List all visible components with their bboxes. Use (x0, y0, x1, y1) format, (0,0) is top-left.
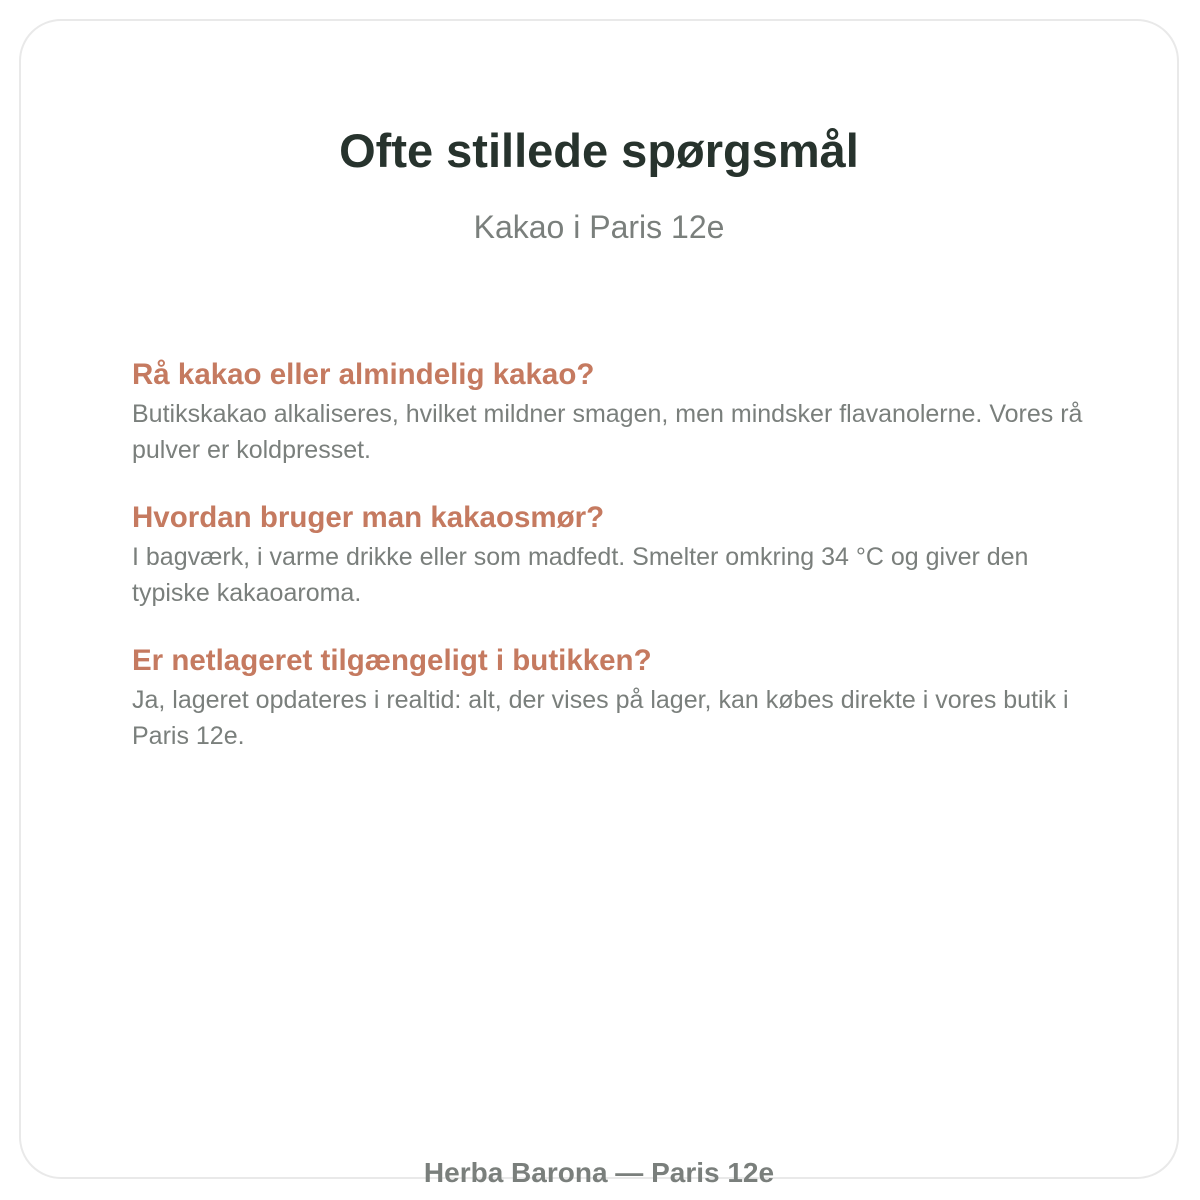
faq-item-raw-cocoa (132, 355, 1092, 468)
footer-brand: Herba Barona — Paris 12e (423, 1157, 775, 1188)
faq-answer: I bagværk, i varme drikke eller som madfedt. Smelter omkring 34 °C og giver den typiske kakaoaroma. (132, 543, 1029, 607)
faq-item-online-stock (132, 641, 1092, 754)
faq-answer: Ja, lageret opdateres i realtid: alt, der vises på lager, kan købes direkte i vores butik i Paris 12e. (132, 686, 1069, 750)
page-subtitle: Kakao i Paris 12e (473, 209, 725, 245)
faq-item-cocoa-butter (132, 498, 1092, 611)
page-title: Ofte stillede spørgsmål (339, 124, 859, 177)
faq-question: Hvordan bruger man kakaosmør? (132, 501, 605, 534)
faq-question: Er netlageret tilgængeligt i butikken? (132, 644, 652, 677)
faq-question: Rå kakao eller almindelig kakao? (132, 358, 595, 391)
faq-card (19, 19, 1179, 1188)
faq-answer: Butikskakao alkaliseres, hvilket mildner smagen, men mindsker flavanolerne. Vores rå pulver er koldpresset. (132, 400, 1083, 464)
faq-list (132, 355, 1092, 784)
